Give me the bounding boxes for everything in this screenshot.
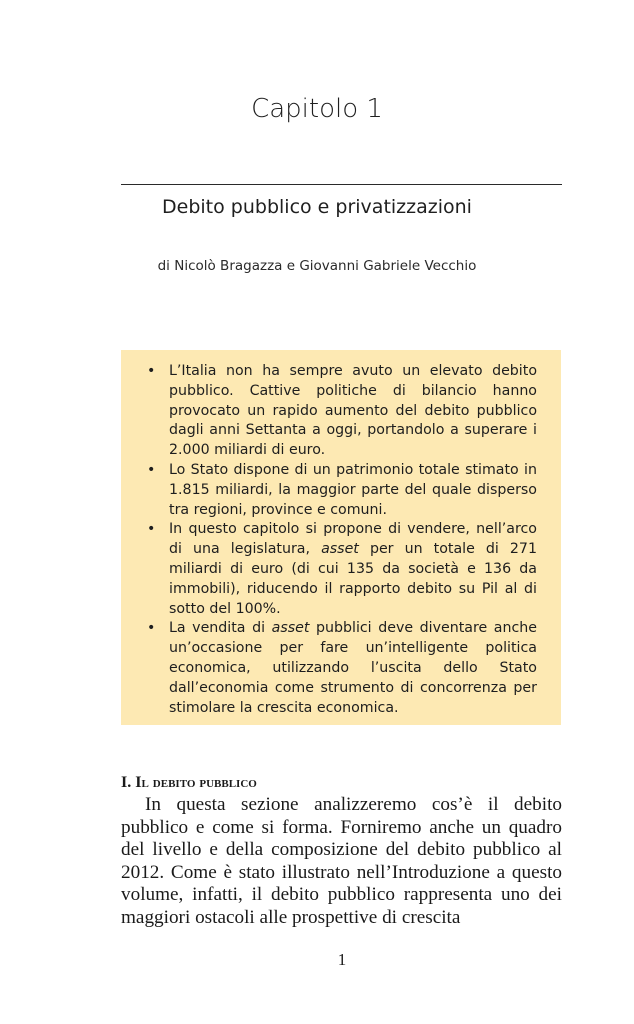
summary-item bbox=[147, 461, 537, 520]
bullet-icon: • bbox=[147, 363, 156, 379]
summary-list bbox=[147, 362, 537, 718]
chapter-subtitle: Debito pubblico e privatizzazioni bbox=[162, 196, 472, 218]
bullet-icon: • bbox=[147, 620, 156, 637]
title-divider bbox=[121, 184, 562, 185]
bullet-icon: • bbox=[147, 461, 156, 478]
page-number: 1 bbox=[337, 950, 347, 969]
summary-item bbox=[147, 619, 537, 718]
summary-item-text: La vendita di bbox=[169, 620, 272, 637]
summary-item bbox=[147, 520, 537, 619]
body-paragraph: In questa sezione analizzeremo cos’è il debito pubblico e come si forma. Forniremo anche un quadro del livello e della composizione del debito pubblico al 2012. Come è stato illustrato nell’Introduzione a questo volume, infatti, il debito pubblico rappresenta uno dei maggiori ostacoli alle prospettive di crescita bbox=[121, 794, 562, 928]
summary-item-emphasis: asset bbox=[271, 620, 310, 637]
summary-item-text: L’Italia non ha sempre avuto un elevato debito pubblico. Cattive politiche di bilancio hanno provocato un rapido aumento del debito pubblico dagli anni Settanta a oggi, portandolo a superare i 2.000 miliardi di euro. bbox=[169, 363, 537, 459]
chapter-authors: di Nicolò Bragazza e Giovanni Gabriele Vecchio bbox=[157, 258, 477, 274]
summary-item-text: Lo Stato dispone di un patrimonio totale stimato in 1.815 miliardi, la maggior parte del quale disperso tra regioni, province e comuni. bbox=[169, 461, 537, 518]
bullet-icon: • bbox=[147, 521, 156, 538]
summary-item bbox=[147, 362, 537, 461]
summary-box bbox=[121, 350, 561, 725]
summary-item-text: pubblici deve diventare anche un’occasione per fare un’intelligente politica economica, utilizzando l’uscita dello Stato dall’economia come strumento di concorrenza per stimolare la crescita economica. bbox=[169, 620, 538, 716]
summary-item-text: In questo capitolo si propone di vendere, nell’arco di una legislatura, bbox=[169, 521, 537, 558]
summary-item-emphasis: asset bbox=[321, 541, 359, 558]
summary-item-text: per un totale di 271 miliardi di euro (di cui 135 da società e 136 da immobili), riducendo il rapporto debito su Pil al di sotto del 100%. bbox=[169, 541, 537, 617]
chapter-title: Capitolo 1 bbox=[251, 94, 383, 124]
section-heading: I. Il debito pubblico bbox=[121, 774, 257, 791]
